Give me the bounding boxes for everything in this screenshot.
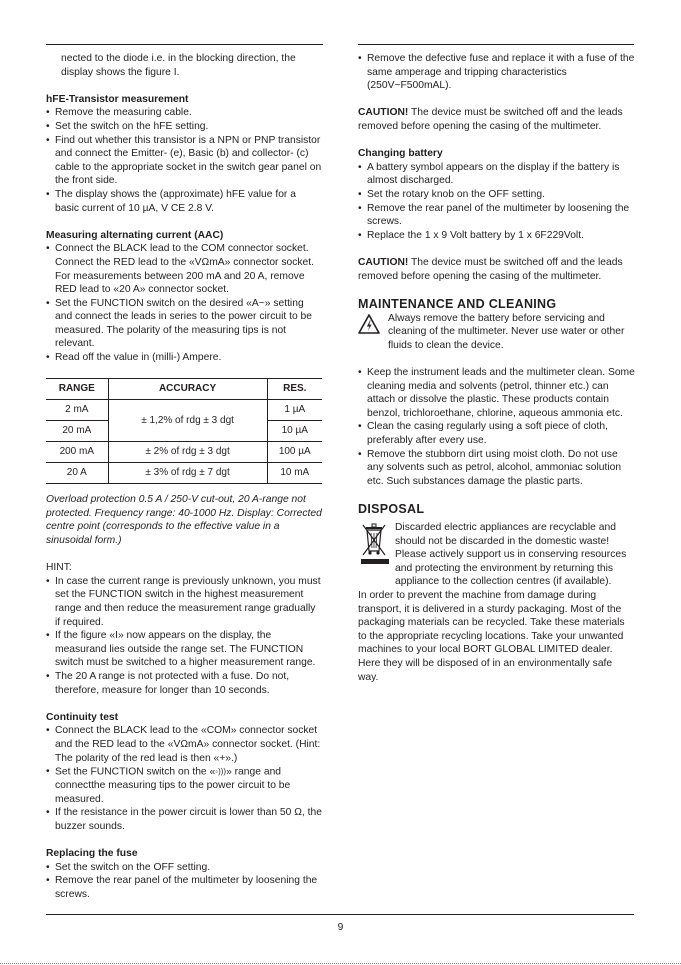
list-item: • Set the FUNCTION switch on the desired «A~» setting and connect the leads in series to the power circuit to be measured. The polarity of the measuring tips is not relevant. [46,297,322,351]
crossed-bin-icon [358,521,392,565]
disposal-text: Discarded electric appliances are recyclable and should not be discarded in the domestic waste! Please actively support us in conserving resources and protecting the environment by returning this appliance to the collection centres (if available). [395,522,627,588]
warning-text: Always remove the battery before servicing and cleaning of the multimeter. Never use water or other fluids to clean the device. [388,312,625,351]
list-item: • In case the current range is previously unknown, you must set the FUNCTION switch in the highest measurement range and then reduce the measurement range gradually if required. [46,575,322,629]
overload-note: Overload protection 0.5 A / 250-V cut-out, 20 A-range not protected. Frequency range: 40-1000 Hz. Display: Corrected centre point (corresponds to the effective value in a sinusoidal form.) [46,494,322,547]
table-cell: 20 A [46,463,108,484]
table-cell: ± 2% of rdg ± 3 dgt [108,442,267,463]
table-row [46,442,322,463]
list-item: • If the figure «I» now appears on the display, the measurand lies outside the range set. The FUNCTION switch must be switched to a higher measurement range. [46,629,322,670]
table-row [46,463,322,484]
top-rule-left [46,44,323,45]
bottom-rule [46,914,634,915]
table-cell: 10 µA [267,421,322,442]
disposal-block [358,521,635,589]
continuity-text-a: Set the FUNCTION switch on the « [55,766,216,778]
table-cell: 1 µA [267,400,322,421]
list-item: • The 20 A range is not protected with a fuse. Do not, therefore, measure for longer than 10 seconds. [46,670,322,697]
list-item: • Keep the instrument leads and the multimeter clean. Some cleaning media and solvents (petrol, thinner etc.) can attach or dissolve the plastic. These products contain benzol, trichloroethane, chlorine, aqueous ammonia etc. [358,366,635,420]
accuracy-table [46,378,322,484]
list-item: • Set the switch on the hFE setting. [46,120,322,134]
aac-title: Measuring alternating current (AAC) [46,229,224,241]
aac-list [46,242,322,364]
list-item: • Remove the stubborn dirt using moist cloth. Do not use any solvents such as petrol, alcohol, ammoniac solution etc. Such substances damage the plastic parts. [358,448,635,489]
fuse-list [46,861,322,902]
buzzer-icon: ◦))) [215,767,227,777]
caution-label: CAUTION! [358,256,409,268]
list-item: • Set the switch on the OFF setting. [46,861,322,875]
table-cell: 10 mA [267,463,322,484]
maintenance-warning [358,312,635,353]
disposal-title: DISPOSAL [358,502,425,516]
continuity-title: Continuity test [46,711,119,723]
disposal-text-2: In order to prevent the machine from damage during transport, it is delivered in a sturdy packaging. Most of the packaging materials can be recycled. Take these materials to the appropriate recycling locations. Take your unwanted machines to your local BORT GLOBAL LIMITED dealer. Here they will be disposed of in an environmentally safe way. [358,589,625,683]
intro-text: nected to the diode i.e. in the blocking direction, the display shows the figure I. [61,53,296,78]
table-cell: 100 µA [267,442,322,463]
list-item: • A battery symbol appears on the display if the battery is almost discharged. [358,161,635,188]
hint-list [46,575,322,697]
maintenance-title: MAINTENANCE AND CLEANING [358,296,557,311]
list-item: • Remove the measuring cable. [46,106,322,120]
continuity-text-b: » range and connectthe measuring tips to the power circuit to be measured. [55,766,291,805]
list-item: • Remove the rear panel of the multimeter by loosening the screws. [358,202,635,229]
maintenance-list [358,366,635,488]
table-header-res: RES. [267,379,322,400]
list-item: • Read off the value in (milli-) Ampere. [46,351,322,365]
list-item: • If the resistance in the power circuit is lower than 50 Ω, the buzzer sounds. [46,806,322,833]
caution-label: CAUTION! [358,107,409,119]
list-item: • Clean the casing regularly using a soft piece of cloth, preferably after every use. [358,420,635,447]
table-cell: ± 3% of rdg ± 7 dgt [108,463,267,484]
table-cell: ± 1,2% of rdg ± 3 dgt [108,400,267,442]
top-rule-right [358,44,634,45]
table-header-range: RANGE [46,379,108,400]
caution-text: The device must be switched off and the leads removed before opening the casing of the multimeter. [358,256,623,282]
caution-text: The device must be switched off and the leads removed before opening the casing of the multimeter. [358,107,623,132]
hint-title: HINT: [46,562,72,574]
list-item [46,765,322,806]
warning-icon [358,314,380,334]
table-row [46,400,322,421]
caution-note-2 [358,256,635,283]
right-column [358,52,635,684]
caution-note-1 [358,106,635,133]
fuse-title: Replacing the fuse [46,848,138,860]
left-column [46,52,322,902]
continuity-list [46,724,322,833]
table-cell: 20 mA [46,421,108,442]
fuse-cont-list [358,52,635,93]
hfe-list [46,106,322,215]
table-cell: 2 mA [46,400,108,421]
list-item: • Remove the rear panel of the multimeter by loosening the screws. [46,874,322,901]
table-cell: 200 mA [46,442,108,463]
hfe-title: hFE-Transistor measurement [46,93,189,105]
list-item: • Connect the BLACK lead to the COM connector socket. Connect the RED lead to the «VΩmA» connector socket. For measurements between 200 mA and 20 A, remove RED lead to «20 A» connector socket. [46,242,322,296]
battery-title: Changing battery [358,148,443,160]
battery-list [358,161,635,243]
list-item: • Find out whether this transistor is a NPN or PNP transistor and connect the Emitter- (e), Basic (b) and collector- (c) cable to the appropriate socket in the switch gear panel on the front side. [46,134,322,188]
list-item: • Connect the BLACK lead to the «COM» connector socket and the RED lead to the «VΩmA» connector socket. (Hint: The polarity of the red lead is then «+».) [46,724,322,765]
list-item: • The display shows the (approximate) hFE value for a basic current of 10 µA, V CE 2.8 V. [46,188,322,215]
list-item: • Remove the defective fuse and replace it with a fuse of the same amperage and tripping characteristics (250V~F500mAL). [358,52,635,93]
list-item: • Set the rotary knob on the OFF setting. [358,188,635,202]
list-item: • Replace the 1 x 9 Volt battery by 1 x 6F229Volt. [358,229,635,243]
page-number: 9 [337,922,344,933]
table-header-accuracy: ACCURACY [108,379,267,400]
